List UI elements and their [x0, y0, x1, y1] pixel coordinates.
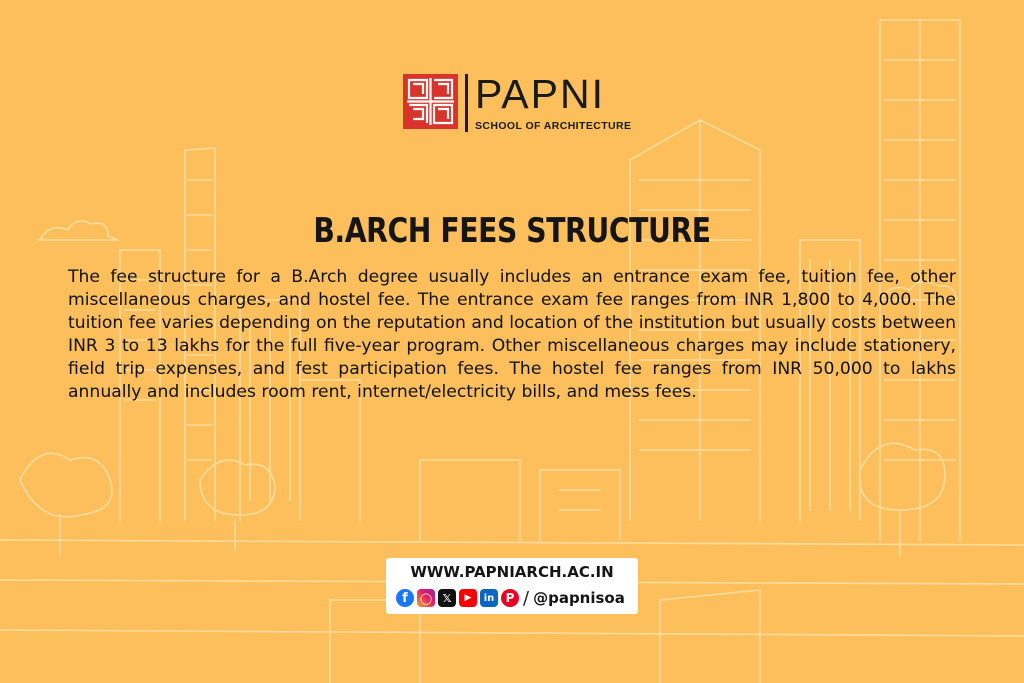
- youtube-icon[interactable]: ▶: [459, 589, 477, 607]
- logo-divider: [465, 74, 468, 132]
- body-paragraph: The fee structure for a B.Arch degree usually includes an entrance exam fee, tuition fee, other miscellaneous charges, and hostel fee. The entrance exam fee ranges from INR 1,800 to 4,000. The tuition fee varies depending on the reputation and location of the institution but usually costs between INR 3 to 13 lakhs for the full five-year program. Other miscellaneous charges may include stationery, field trip expenses, and fest participation fees. The hostel fee ranges from INR 50,000 to lakhs annually and includes room rent, internet/electricity bills, and mess fees.: [68, 267, 956, 402]
- brand-subtitle: SCHOOL OF ARCHITECTURE: [475, 120, 632, 132]
- pinterest-icon[interactable]: P: [501, 589, 519, 607]
- linkedin-icon[interactable]: in: [480, 589, 498, 607]
- x-icon[interactable]: 𝕏: [438, 589, 456, 607]
- website-link[interactable]: WWW.PAPNIARCH.AC.IN: [410, 563, 614, 581]
- handle-separator: /: [523, 587, 530, 609]
- social-links: [396, 588, 625, 608]
- brand-logo: [403, 71, 632, 132]
- facebook-icon[interactable]: f: [396, 589, 414, 607]
- brand-name: PAPNI: [475, 71, 605, 117]
- instagram-icon[interactable]: ◯: [417, 589, 435, 607]
- page-title: B.ARCH FEES STRUCTURE: [313, 211, 711, 251]
- contact-card: [386, 558, 638, 614]
- papni-emblem-icon: [403, 74, 458, 129]
- social-handle[interactable]: @papnisoa: [533, 589, 625, 607]
